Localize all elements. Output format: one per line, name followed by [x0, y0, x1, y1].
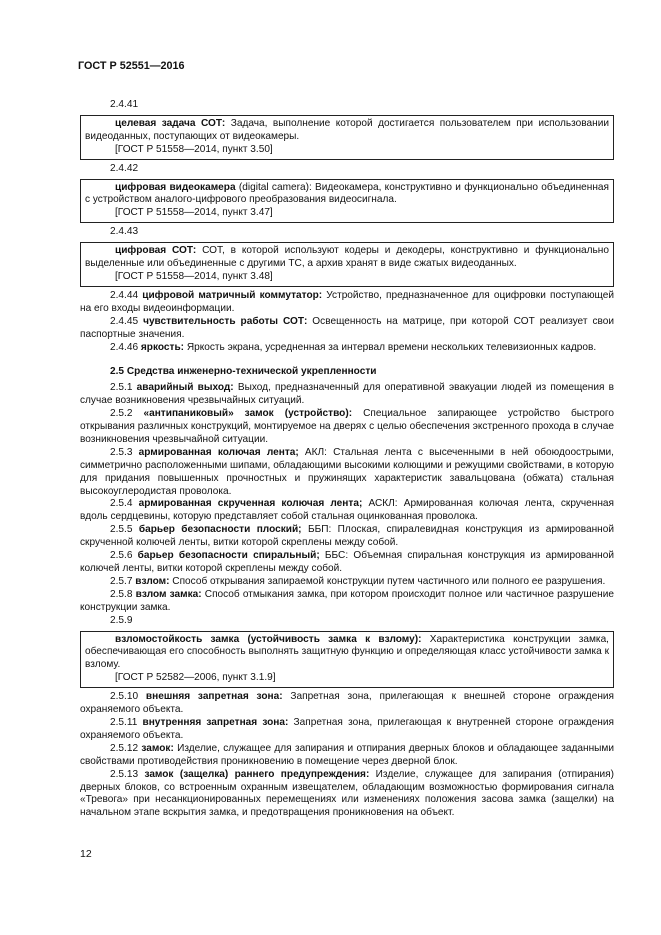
term-box [80, 179, 614, 224]
term-text: Характеристика конструкции замка, обеспечивающая его способность выполнять защитную функцию и определяющая класс устойчивости замка к взлому. [85, 633, 609, 671]
term-text: Изделие, служащее для запирания и отпирания дверных блоков и обладающее заданными свойствами противодействия проникновению в помещение через дверной блок. [80, 742, 614, 767]
term-number: 2.5.5 [110, 524, 133, 536]
term-text: (digital camera): Видеокамера, конструктивно и функционально объединенная с устройством аналого-цифрового преобразования видеосигнала. [85, 181, 609, 206]
term-definition [85, 245, 609, 271]
term-text: Устройство, предназначенное для оцифровки поступающей на его входы видеоинформации. [80, 289, 614, 314]
term-paragraph [80, 408, 614, 447]
term-title: аварийный выход: [136, 382, 234, 394]
term-title: внешняя запретная зона: [145, 691, 283, 703]
term-title: взломостойкость замка (устойчивость замка к взлому): [115, 633, 422, 645]
term-reference: [ГОСТ Р 52582—2006, пункт 3.1.9] [115, 672, 276, 684]
term-definition [85, 118, 609, 144]
term-number: 2.5.11 [110, 716, 138, 728]
term-number: 2.4.42 [110, 162, 139, 174]
term-text: ББС: Объемная спиральная конструкция из армированной колючей ленты, витки которой скреплены между собой. [80, 550, 614, 574]
term-text: Специальное запирающее устройство быстрого открывания различных конструкций, монтируемое на дверях с целью обеспечения экстренного прохода в случае возникновения чрезвычайной ситуации. [80, 408, 615, 445]
term-title: цифровая СОТ: [115, 245, 197, 257]
term-text: Изделие, служащее для запирания (отпирания) дверных блоков, со встроенным охранным извещателем, обладающим возможностью формирования сигнала «Тревога» при несанкционированных перемещениях или изменениях положения засова замка (защелки) на начальном этапе вскрытия замка, и предотвращения проникновения на объект. [80, 768, 614, 819]
term-box [80, 631, 614, 689]
term-title: замок (защелка) раннего предупреждения: [144, 768, 370, 780]
term-paragraph [80, 743, 614, 769]
page-number: 12 [80, 848, 92, 860]
term-box [80, 242, 614, 287]
term-title: взлом замка: [135, 588, 202, 600]
term-paragraph [80, 576, 614, 589]
term-text: АСКЛ: Армированная колючая лента, скрученная вдоль сердцевины, которую представляет собой стальная оцинкованная проволока. [80, 498, 614, 523]
term-reference: [ГОСТ Р 51558—2014, пункт 3.47] [115, 207, 273, 219]
term-paragraph [80, 691, 614, 717]
term-number: 2.5.7 [110, 575, 133, 587]
term-text: Выход, предназначенный для оперативной эвакуации людей из помещения в случае возникновения чрезвычайных ситуаций. [80, 382, 614, 407]
term-text: Запретная зона, прилегающая к внутренней стороне ограждения охраняемого объекта. [80, 716, 614, 741]
term-text: Способ отмыкания замка, при котором происходит полное или частичное разрушение конструкции замка. [80, 588, 614, 613]
term-number: 2.5.12 [110, 742, 139, 754]
term-title: чувствительность работы СОТ: [143, 315, 308, 327]
term-number: 2.4.45 [110, 315, 139, 327]
term-number: 2.5.3 [110, 446, 133, 458]
term-paragraph [80, 316, 614, 342]
term-paragraph [80, 447, 614, 499]
term-number: 2.5.8 [110, 588, 133, 600]
term-number: 2.5.4 [110, 498, 133, 510]
term-number: 2.5.9 [110, 614, 133, 626]
term-paragraph [80, 550, 614, 576]
term-reference: [ГОСТ Р 51558—2014, пункт 3.50] [115, 143, 273, 155]
term-title: армированная скрученная колючая лента; [138, 498, 363, 510]
term-text: ББП: Плоская, спиралевидная конструкция из армированной скрученной колючей ленты, витки которой скреплены между собой. [80, 524, 614, 549]
term-number: 2.5.1 [110, 382, 133, 394]
term-definition [85, 634, 609, 673]
term-paragraph [80, 290, 614, 316]
term-number: 2.5.10 [110, 691, 139, 703]
term-text: Освещенность на матрице, при которой СОТ реализует свои паспортные значения. [80, 315, 614, 340]
term-title: цифровой матричный коммутатор: [142, 289, 323, 301]
term-text: Яркость экрана, усредненная за интервал времени нескольких телевизионных кадров. [184, 341, 597, 353]
term-title: «антипаниковый» замок (устройство): [143, 408, 353, 420]
term-paragraph [80, 769, 614, 821]
term-number: 2.4.43 [110, 226, 139, 238]
term-paragraph [80, 524, 614, 550]
term-title: барьер безопасности плоский; [138, 524, 302, 536]
term-paragraph [80, 342, 614, 355]
term-text: Запретная зона, прилегающая к внешней стороне ограждения охраняемого объекта. [80, 691, 614, 716]
term-title: внутренняя запретная зона: [142, 716, 289, 728]
term-text: Задача, выполнение которой достигается пользователем при использовании видеоданных, поступающих от видеокамеры. [85, 117, 609, 142]
term-reference: [ГОСТ Р 51558—2014, пункт 3.48] [115, 270, 273, 282]
term-number: 2.4.44 [110, 289, 139, 301]
term-text: СОТ, в которой используют кодеры и декодеры, конструктивно и функционально выделенные или объединенные с другими ТС, а архив хранят в виде сжатых видеоданных. [85, 245, 609, 270]
term-number: 2.5.6 [110, 550, 133, 562]
section-title: 2.5 Средства инженерно-технической укрепленности [110, 366, 377, 378]
term-paragraph [80, 717, 614, 743]
term-number: 2.5.13 [110, 768, 139, 780]
term-paragraph [80, 498, 614, 524]
term-paragraph [80, 589, 614, 615]
term-title: взлом: [135, 575, 170, 587]
term-number: 2.4.41 [110, 99, 139, 110]
document-header: ГОСТ Р 52551—2016 [78, 60, 185, 72]
term-title: цифровая видеокамера [115, 181, 236, 193]
term-number: 2.5.2 [110, 408, 133, 420]
term-paragraph [80, 382, 614, 408]
term-box [80, 115, 614, 160]
term-number: 2.4.46 [110, 341, 139, 353]
term-title: замок: [141, 742, 174, 754]
term-title: барьер безопасности спиральный; [137, 550, 320, 562]
term-title: яркость: [140, 341, 185, 353]
term-title: целевая задача СОТ: [115, 117, 226, 129]
term-title: армированная колючая лента; [138, 446, 299, 458]
term-definition [85, 182, 609, 208]
term-text: Способ открывания запираемой конструкции путем частичного или полного ее разрушения. [169, 575, 606, 587]
document-page [80, 60, 614, 820]
term-text: АКЛ: Стальная лента с высеченными в ней обоюдоострыми, симметрично расположенными шипами, обладающими высокими колющими и режущими свойствами, в которую для придания повышенных прочностных и пружинящих характеристик завальцована (обжата) стальная высокоуглеродистая проволока. [80, 446, 614, 497]
